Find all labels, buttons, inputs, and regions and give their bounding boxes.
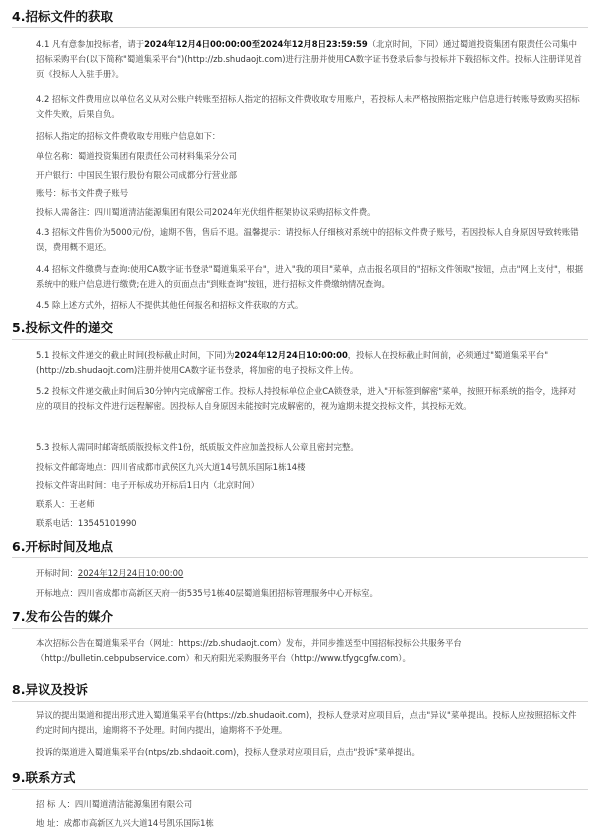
para-5-1-rest: ，投标人在投标截止时间前，必须通过"蜀道集采平台"(http://zb.shudaojt.com)注册并使用CA数字证书登录，将加密的电子投标文件上传。: [36, 350, 549, 375]
section-7-title: 7.发布公告的媒介: [12, 609, 113, 624]
mail-address: 投标文件邮寄地点：四川省成都市武侯区九兴大道14号凯乐国际1栋14楼: [36, 462, 306, 472]
account-title: 招标人指定的招标文件费收取专用账户信息如下：: [36, 131, 221, 141]
para-4-1: [36, 37, 584, 82]
para-4-3: 4.3 招标文件售价为5000元/份，逾期不售，售后不退。温馨提示：请投标人仔细核对系统中的招标文件费子账号，若因投标人自身原因导致转账错误，费用概不退还。: [36, 227, 579, 252]
para-4-1-rest: （北京时间，下同）通过蜀道投资集团有限责任公司集中招标采购平台(以下简称"蜀道集采平台")(http://zb.shudaojt.com)进行注册并使用CA数字证书登录后参与投标并下载招标文件。投标人注册详见首页《投标人入驻手册》。: [36, 39, 582, 79]
tenderer: 招 标 人：四川蜀道清洁能源集团有限公司: [36, 799, 193, 809]
opening-time-label: 开标时间：: [36, 568, 78, 578]
section-9-divider: [12, 789, 588, 790]
section-4-divider: [12, 27, 588, 28]
para-4-2: 4.2 招标文件费用应以单位名义从对公账户转账至招标人指定的招标文件费收取专用账户，若投标人未严格按照指定账户信息进行转账导致购买招标文件失败，后果自负。: [36, 94, 580, 119]
section-8-divider: [12, 701, 588, 702]
para-4-4: 4.4 招标文件缴费与查询:使用CA数字证书登录"蜀道集采平台"，进入"我的项目"菜单，点击报名项目的"招标文件领取"按钮，点击"网上支付"，根据系统中的账户信息进行缴费;在进入的页面点击"到账查询"按钮，进行招标文件费缴纳情况查询。: [36, 264, 583, 289]
contact-phone: 联系电话：13545101990: [36, 518, 137, 528]
section-5-divider: [12, 339, 588, 340]
account-unit: 单位名称：蜀道投资集团有限责任公司材料集采分公司: [36, 151, 237, 161]
section-4-title: 4.招标文件的获取: [12, 9, 113, 24]
section-6-divider: [12, 557, 588, 558]
section-9-title: 9.联系方式: [12, 770, 76, 785]
account-bank: 开户银行：中国民生银行股份有限公司成都分行营业部: [36, 170, 237, 180]
opening-time: [36, 566, 183, 581]
mail-time: 投标文件寄出时间：电子开标成功开标后1日内（北京时间）: [36, 480, 260, 490]
account-remark: 投标人需备注：四川蜀道清洁能源集团有限公司2024年光伏组件框架协议采购招标文件费。: [36, 207, 376, 217]
para-5-1-deadline: 2024年12月24日10:00:00: [234, 350, 348, 360]
contact-person: 联系人：王老师: [36, 499, 95, 509]
para-4-1-lead: 4.1 凡有意参加投标者，请于: [36, 39, 145, 49]
opening-place: 开标地点：四川省成都市高新区天府一街535号1栋40层蜀道集团招标管理服务中心开标室。: [36, 588, 378, 598]
section-5-title: 5.投标文件的递交: [12, 320, 113, 335]
tenderer-address: 地 址：成都市高新区九兴大道14号凯乐国际1栋: [36, 818, 214, 828]
para-5-1: [36, 348, 584, 378]
section-8-title: 8.异议及投诉: [12, 682, 88, 697]
para-4-5: 4.5 除上述方式外，招标人不提供其他任何报名和招标文件获取的方式。: [36, 300, 304, 310]
para-4-1-date: 2024年12月4日00:00:00至2024年12月8日23:59:59: [144, 39, 368, 49]
objection-paragraph: 异议的提出渠道和提出形式进入蜀道集采平台(https://zb.shudaoit.com)，投标人登录对应项目后，点击"异议"菜单提出。投标人应按照招标文件约定时间内提出，逾期将不予处理。时间内提出，逾期将不予处理。: [36, 710, 577, 735]
section-7-divider: [12, 628, 588, 629]
account-number: 账号：标书文件费子账号: [36, 188, 129, 198]
para-5-3: 5.3 投标人需同时邮寄纸质版投标文件1份，纸质版文件应加盖投标人公章且密封完整。: [36, 442, 359, 452]
media-paragraph: 本次招标公告在蜀道集采平台（网址：https://zb.shudaojt.com）发布，并同步推送至中国招标投标公共服务平台（http://bulletin.cebpubservice.com）和天府阳光采购服务平台（http://www.tfygcgfw.com）。: [36, 638, 462, 663]
complaint-paragraph: 投诉的渠道进入蜀道集采平台(ntps/zb.shdaoit.com)，投标人登录对应项目后，点击"投诉"菜单提出。: [36, 747, 420, 757]
section-6-title: 6.开标时间及地点: [12, 539, 113, 554]
para-5-2: 5.2 投标文件递交截止时间后30分钟内完成解密工作。投标人持投标单位企业CA锁登录，进入"开标签到解密"菜单，按照开标系统的指令，选择对应的项目的投标文件进行远程解密。因投标人自身原因未能按时完成解密的，视为逾期未提交投标文件，其投标无效。: [36, 386, 577, 411]
opening-time-value: 2024年12月24日10:00:00: [77, 568, 184, 578]
para-5-1-lead: 5.1 投标文件递交的截止时间(投标截止时间，下同)为: [36, 350, 235, 360]
